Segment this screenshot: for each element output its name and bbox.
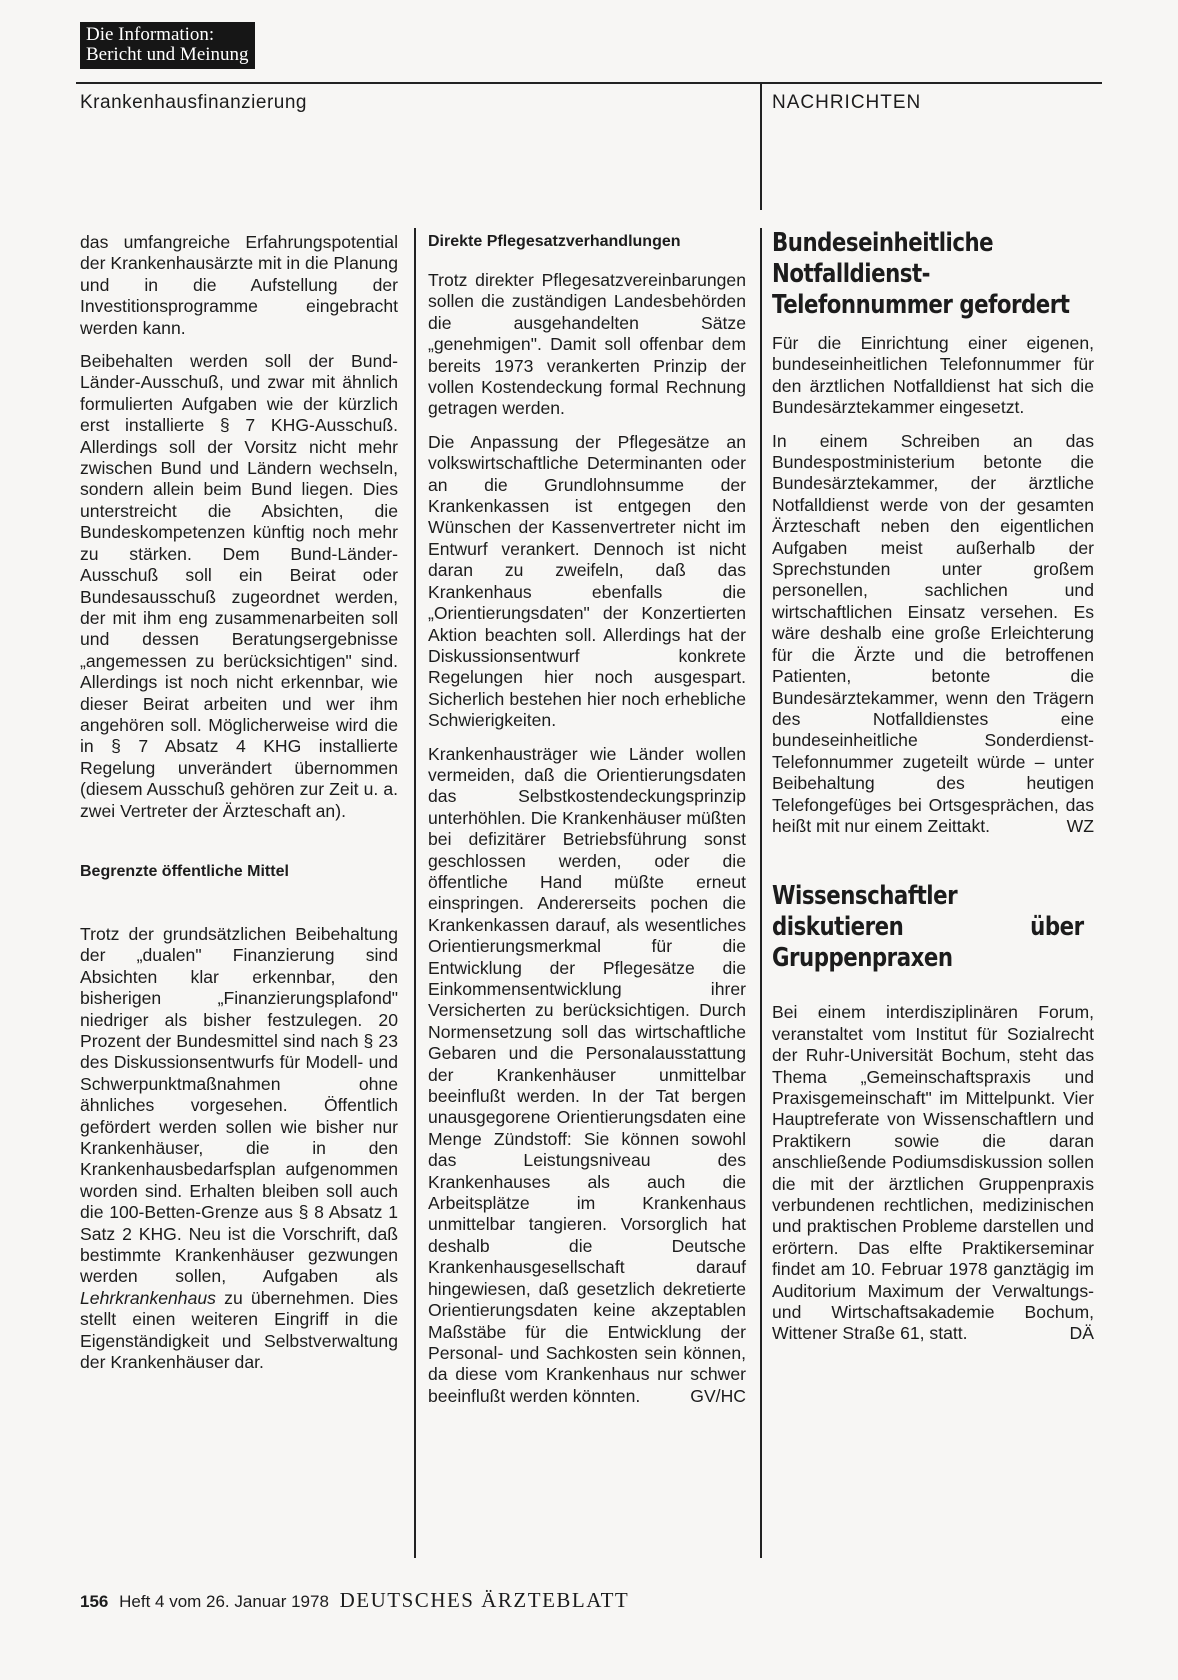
author-signature: DÄ xyxy=(1069,1323,1094,1344)
author-signature: GV/HC xyxy=(690,1385,746,1406)
paragraph: Trotz direkter Pflegesatzvereinbarungen sollen die zuständigen Landesbehörden die ausgehandelten Sätze „genehmigen". Damit soll offenbar dem bereits 1973 verankerten Prinzip der vollen Kostendeckung formal Rechnung getragen werden. xyxy=(428,270,746,419)
page-footer xyxy=(80,1588,629,1613)
emphasis: Lehrkrankenhaus xyxy=(80,1287,216,1308)
section-badge xyxy=(80,22,255,69)
section-title-right: NACHRICHTEN xyxy=(772,92,922,113)
subheading: Direkte Pflegesatzverhandlungen xyxy=(428,233,681,250)
article-headline: Bundeseinheitliche Notfalldienst-Telefonnummer gefordert xyxy=(772,228,1070,320)
header-divider xyxy=(760,82,762,210)
paragraph xyxy=(772,431,1094,838)
column-divider-2 xyxy=(760,228,762,1558)
column-3 xyxy=(772,228,1094,1357)
article-headline: Wissenschaftler diskutieren über Gruppenpraxen xyxy=(772,881,1084,974)
badge-line-2: Bericht und Meinung xyxy=(86,44,249,65)
paragraph: Die Anpassung der Pflegesätze an volkswirtschaftliche Determinanten oder an die Grundlohnsumme der Krankenkassen ist entgegen den Wünschen der Kassenvertreter nicht im Entwurf verankert. Dennoch ist nicht daran zu zweifeln, daß das Krankenhaus ebenfalls die „Orientierungsdaten" der Konzertierten Aktion beachten soll. Allerdings hat der Diskussionsentwurf konkrete Regelungen hier noch ausgespart. Sicherlich bestehen hier noch erhebliche Schwierigkeiten. xyxy=(428,431,746,731)
paragraph xyxy=(80,924,398,1374)
column-2 xyxy=(428,232,746,1419)
page-number: 156 xyxy=(80,1592,109,1611)
badge-line-1: Die Information: xyxy=(86,24,215,45)
author-signature: WZ xyxy=(1066,815,1094,836)
paragraph xyxy=(772,1002,1094,1345)
column-divider-1 xyxy=(414,228,416,1558)
column-1 xyxy=(80,232,398,1386)
paragraph: Für die Einrichtung einer eigenen, bundeseinheitlichen Telefonnummer für den ärztlichen Notfalldienst hat sich die Bundesärztekammer eingesetzt. xyxy=(772,333,1094,418)
paragraph: Beibehalten werden soll der Bund-Länder-Ausschuß, und zwar mit ähnlich formulierten Aufgaben wie der kürzlich erst installierte § 7 KHG-Ausschuß. Allerdings soll der Vorsitz nicht mehr zwischen Bund und Ländern wechseln, sondern allein beim Bund liegen. Dies unterstreicht die Absichten, die Bundeskompetenzen künftig noch mehr zu stärken. Dem Bund-Länder-Ausschuß soll ein Beirat oder Bundesausschuß zugeordnet werden, der mit ihm eng zusammenarbeiten soll und dessen Beratungsergebnisse „angemessen zu berücksichtigen" sind. Allerdings ist noch nicht erkennbar, wie dieser Beirat arbeiten und wer ihm angehören soll. Möglicherweise wird die in § 7 Absatz 4 KHG installierte Regelung unverändert übernommen (diesem Ausschuß gehören zur Zeit u. a. zwei Vertreter der Ärzteschaft an). xyxy=(80,351,398,821)
paragraph xyxy=(428,744,746,1408)
paragraph: das umfangreiche Erfahrungspotential der Krankenhausärzte mit in die Planung und in die Aufstellung der Investitionsprogramme eingebracht werden kann. xyxy=(80,232,398,338)
issue-info: Heft 4 vom 26. Januar 1978 xyxy=(119,1592,329,1611)
subheading: Begrenzte öffentliche Mittel xyxy=(80,862,289,880)
text-run: In einem Schreiben an das Bundespostministerium betonte die Bundesärztekammer, der ärztliche Notfalldienst werde von der gesamten Ärzteschaft neben den eigentlichen Aufgaben meist außerhalb der Sprechstunden unter großem personellen, sachlichen und wirtschaftlichen Einsatz versehen. Es wäre deshalb eine große Erleichterung für die Ärzte und die betroffenen Patienten, betonte die Bundesärztekammer, wenn den Trägern des Notfalldienstes eine bundeseinheitliche Sonderdienst-Telefonnummer zugeteilt würde – unter Beibehaltung des heutigen Telefongefüges bei Ortsgesprächen, das heißt mit nur einem Zeittakt. xyxy=(772,430,1094,836)
text-run: Bei einem interdisziplinären Forum, veranstaltet vom Institut für Sozialrecht der Ruhr-Universität Bochum, steht das Thema „Gemeinschaftspraxis und Praxisgemeinschaft" im Mittelpunkt. Vier Hauptreferate von Wissenschaftlern und Praktikern sowie die daran anschließende Podiumsdiskussion sollen die mit der ärztlichen Gruppenpraxis verbundenen rechtlichen, medizinischen und praktischen Probleme darstellen und erörtern. Das elfte Praktikerseminar findet am 10. Februar 1978 ganztägig im Auditorium Maximum der Verwaltungs- und Wirtschaftsakademie Bochum, Wittener Straße 61, statt. xyxy=(772,1002,1094,1344)
header-rule xyxy=(76,82,1102,84)
magazine-name: DEUTSCHES ÄRZTEBLATT xyxy=(339,1588,630,1612)
text-run: Trotz der grundsätzlichen Beibehaltung der „dualen" Finanzierung sind Absichten klar erkennbar, den bisherigen „Finanzierungsplafond" niedriger als bisher festzulegen. 20 Prozent der Bundesmittel sind nach § 23 des Diskussionsentwurfs für Modell- und Schwerpunktmaßnahmen ohne ähnliches vorgesehen. Öffentlich gefördert werden sollen wie bisher nur Krankenhäuser, die in den Krankenhausbedarfsplan aufgenommen worden sind. Erhalten bleiben soll auch die 100-Betten-Grenze aus § 8 Absatz 1 Satz 2 KHG. Neu ist die Vorschrift, daß bestimmte Krankenhäuser gezwungen werden sollen, Aufgaben als xyxy=(80,923,398,1287)
text-run: Krankenhausträger wie Länder wollen vermeiden, daß die Orientierungsdaten das Selbstkostendeckungsprinzip unterhöhlen. Die Krankenhäuser müßten bei defizitärer Betriebsführung sonst geschlossen werden, oder die öffentliche Hand müßte erneut einspringen. Andererseits pochen die Krankenkassen darauf, als wesentliches Orientierungsmerkmal für die Entwicklung der Pflegesätze die Einkommensentwicklung ihrer Versicherten zu berücksichtigen. Durch Normensetzung soll das wirtschaftliche Gebaren und die Personalausstattung der Krankenhäuser unmittelbar beeinflußt werden. In der Tat bergen unausgegorene Orientierungsdaten eine Menge Zündstoff: Sie können sowohl das Leistungsniveau des Krankenhauses als auch die Arbeitsplätze im Krankenhaus unmittelbar tangieren. Vorsorglich hat deshalb die Deutsche Krankenhausgesellschaft darauf hingewiesen, daß gesetzlich dekretierte Orientierungsdaten keine akzeptablen Maßstäbe für die Entwicklung der Personal- und Sachkosten sein können, da diese vom Krankenhaus nur schwer beeinflußt werden könnten. xyxy=(428,743,746,1406)
section-title-left: Krankenhausfinanzierung xyxy=(80,92,307,113)
text-run: zu übernehmen. Dies stellt einen weiteren Eingriff in die Eigenständigkeit und Selbstverwaltung der Krankenhäuser dar. xyxy=(80,1287,398,1373)
